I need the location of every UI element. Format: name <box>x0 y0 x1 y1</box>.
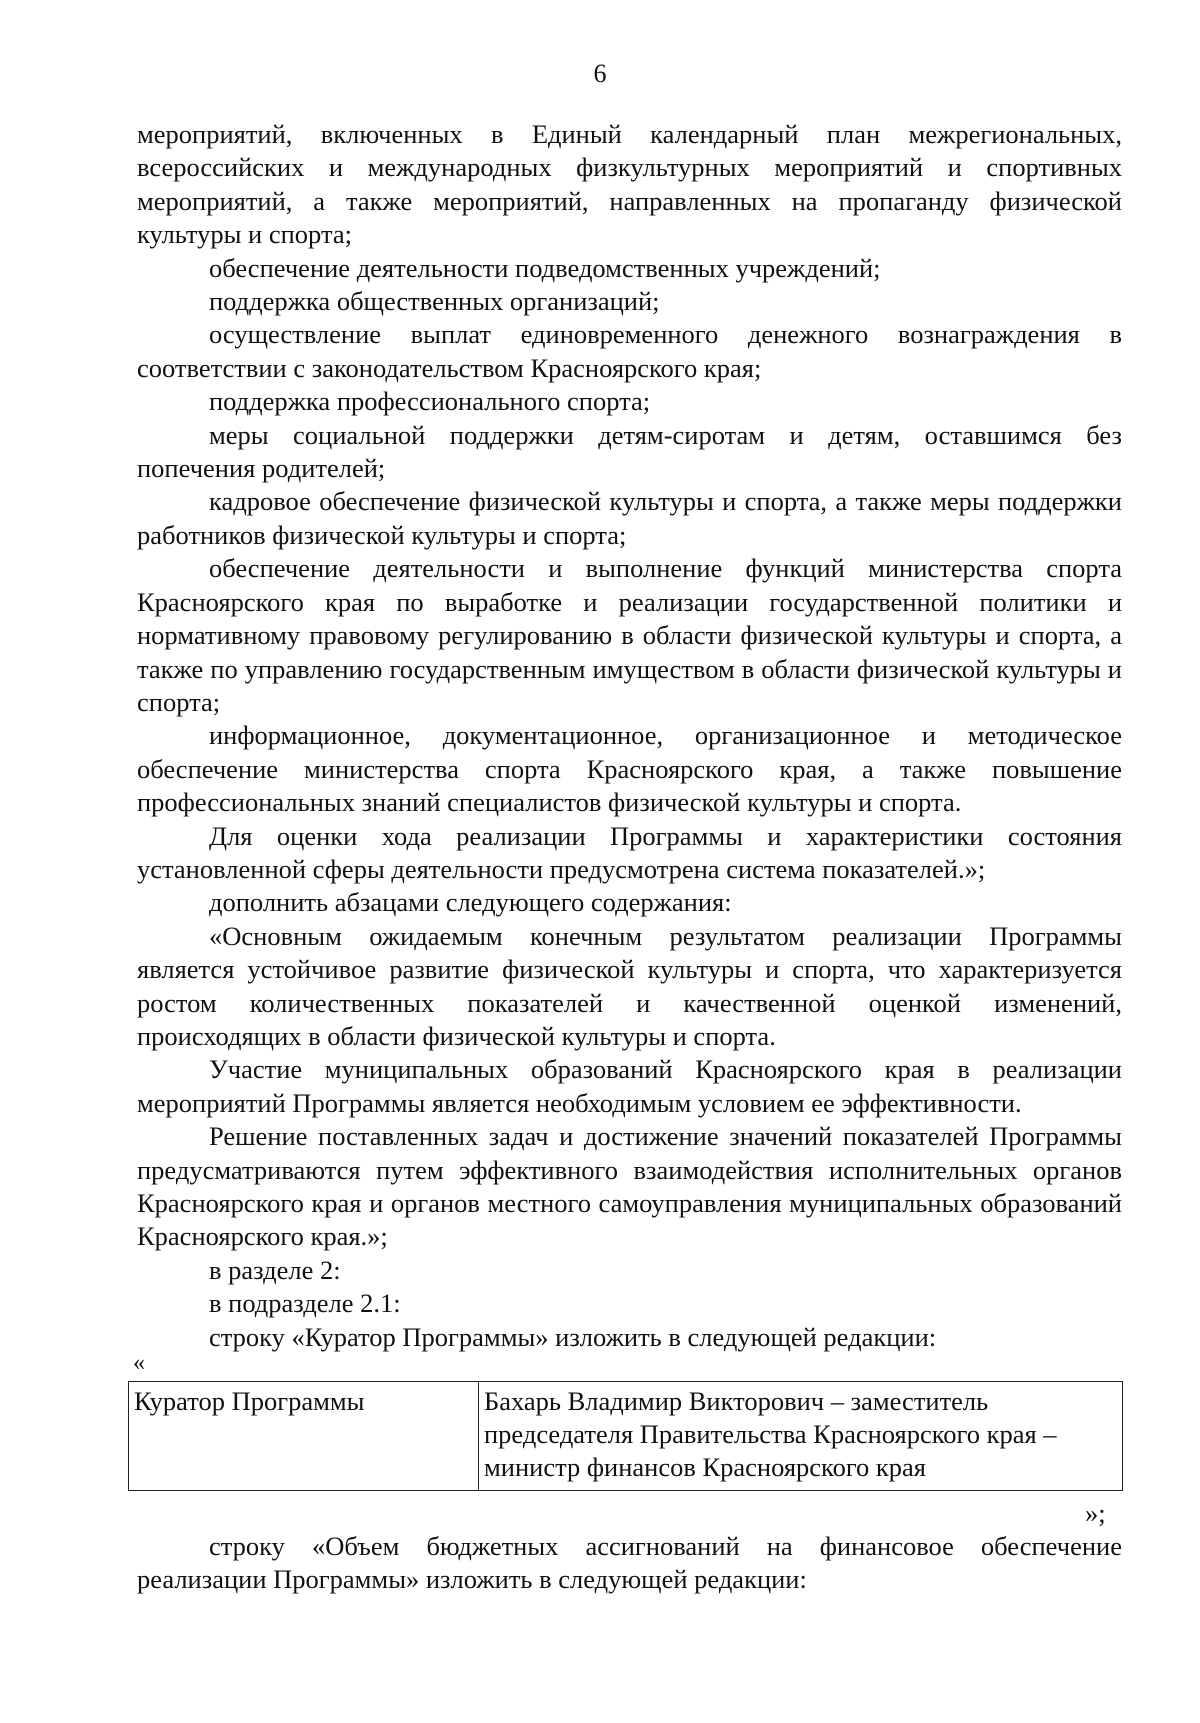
paragraph: обеспечение деятельности и выполнение функций министерства спорта Красноярского края по выработке и реализации государственной политики и нормативному правовому регулированию в области физической культуры и спорта, а также по управлению государственным имуществом в области физической культуры и спорта; <box>137 553 1122 717</box>
body-text <box>137 118 1122 1354</box>
paragraph: «Основным ожидаемым конечным результатом реализации Программы является устойчивое развитие физической культуры и спорта, что характеризуется ростом количественных показателей и качественной оценкой изменений, происходящих в области физической культуры и спорта. <box>137 920 1122 1051</box>
paragraph: информационное, документационное, организационное и методическое обеспечение министерства спорта Красноярского края, а также повышение профессиональных знаний специалистов физической культуры и спорта. <box>137 720 1122 818</box>
paragraph: поддержка профессионального спорта; <box>209 386 651 417</box>
paragraph: дополнить абзацами следующего содержания: <box>209 887 732 918</box>
curator-label-cell: Куратор Программы <box>129 1382 479 1491</box>
paragraph: в подразделе 2.1: <box>209 1288 401 1319</box>
opening-quote-mark: « <box>133 1350 145 1376</box>
paragraph: осуществление выплат единовременного денежного вознаграждения в соответствии с законодательством Красноярского края; <box>137 319 1122 383</box>
closing-quote-mark: »; <box>1085 1498 1106 1528</box>
paragraph: строку «Куратор Программы» изложить в следующей редакции: <box>209 1321 937 1352</box>
paragraph: строку «Объем бюджетных ассигнований на финансовое обеспечение реализации Программы» изложить в следующей редакции: <box>137 1531 1122 1595</box>
table-row <box>129 1382 1123 1491</box>
paragraph: в разделе 2: <box>209 1254 341 1285</box>
paragraph: кадровое обеспечение физической культуры и спорта, а также меры поддержки работников физической культуры и спорта; <box>137 486 1122 550</box>
curator-value-cell: Бахарь Владимир Викторович – заместитель председателя Правительства Красноярского края – министр финансов Красноярского края <box>479 1382 1123 1491</box>
paragraph: Решение поставленных задач и достижение значений показателей Программы предусматриваются путем эффективного взаимодействия исполнительных органов Красноярского края и органов местного самоуправления муниципальных образований Красноярского края.»; <box>137 1121 1122 1252</box>
paragraph: обеспечение деятельности подведомственных учреждений; <box>209 252 881 283</box>
paragraph: Для оценки хода реализации Программы и характеристики состояния установленной сферы деятельности предусмотрена система показателей.»; <box>137 820 1122 884</box>
paragraph: меры социальной поддержки детям-сиротам и детям, оставшимся без попечения родителей; <box>137 419 1122 484</box>
tail-text <box>137 1530 1122 1597</box>
paragraph: Участие муниципальных образований Красноярского края в реализации мероприятий Программы является необходимым условием ее эффективности. <box>137 1054 1122 1118</box>
paragraph: поддержка общественных организаций; <box>209 286 660 317</box>
paragraph: мероприятий, включенных в Единый календарный план межрегиональных, всероссийских и международных физкультурных мероприятий и спортивных мероприятий, а также мероприятий, направленных на пропаганду физической культуры и спорта; <box>137 119 1122 250</box>
curator-table <box>128 1381 1123 1491</box>
page-number: 6 <box>593 59 607 88</box>
